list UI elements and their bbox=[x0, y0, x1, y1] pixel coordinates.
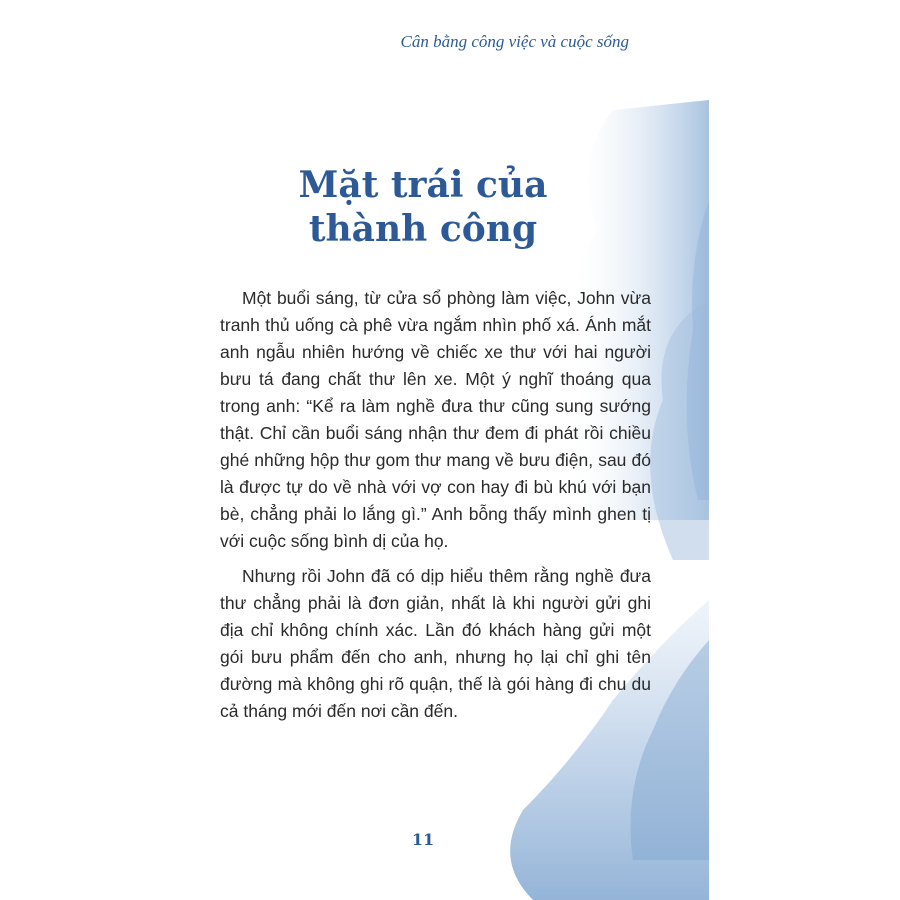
page-number: 11 bbox=[411, 830, 435, 849]
paragraph: Nhưng rồi John đã có dịp hiểu thêm rằng nghề đưa thư chẳng phải là đơn giản, nhất là khi người gửi ghi địa chỉ không chính xác. Lần đó khách hàng gửi một gói bưu phẩm đến cho anh, nhưng họ lại chỉ ghi tên đường mà không ghi rõ quận, thế là gói hàng đi chu du cả tháng mới đến nơi cần đến. bbox=[220, 566, 651, 721]
running-header: Cân bằng công việc và cuộc sống bbox=[400, 32, 629, 51]
chapter-title-line-1: Mặt trái của bbox=[298, 164, 548, 206]
body-text bbox=[220, 285, 651, 733]
paragraph: Một buổi sáng, từ cửa sổ phòng làm việc, John vừa tranh thủ uống cà phê vừa ngắm nhìn phố xá. Ánh mắt anh ngẫu nhiên hướng về chiếc xe thư với hai người bưu tá đang chất thư lên xe. Một ý nghĩ thoáng qua trong anh: “Kể ra làm nghề đưa thư cũng sung sướng thật. Chỉ cần buổi sáng nhận thư đem đi phát rồi chiều ghé những hộp thư gom thư mang về bưu điện, sau đó là được tự do về nhà với vợ con hay đi bù khú với bạn bè, chẳng phải lo lắng gì.” Anh bỗng thấy mình ghen tị với cuộc sống bình dị của họ. bbox=[220, 288, 651, 551]
book-page bbox=[193, 0, 709, 900]
chapter-title-line-2: thành công bbox=[308, 208, 538, 250]
chapter-title bbox=[193, 163, 653, 251]
